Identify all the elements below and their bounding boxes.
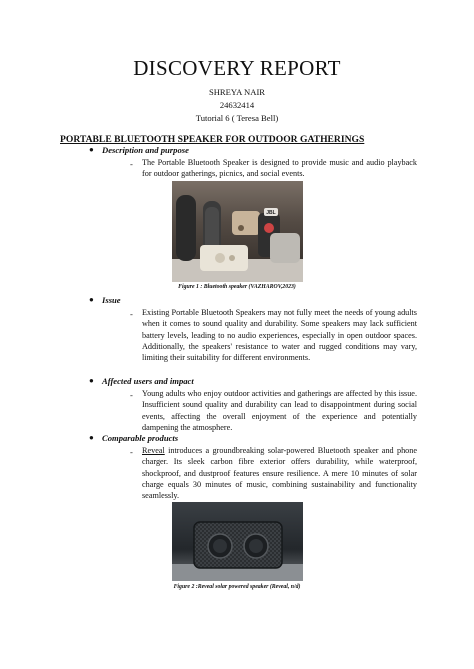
section-heading: PORTABLE BLUETOOTH SPEAKER FOR OUTDOOR GATHERINGS [60,134,365,145]
figure-2-caption: Figure 2 :Reveal solar powered speaker (Reveal, n/d) [173,584,301,590]
dash-icon: - [130,390,133,400]
bluetooth-speakers-illustration [172,181,303,282]
bullet-label: Comparable products [102,433,179,443]
description-text: The Portable Bluetooth Speaker is designed to provide music and audio playback for outdoor gatherings, picnics, and social events. [142,158,417,179]
affected-users-text: Young adults who enjoy outdoor activities and gatherings are affected by this issue. Insufficient sound quality and durability can lead to disappointment during social events, affecting the overall enjoyment of the experience and potentially dampening the atmosphere. [142,389,417,432]
jbl-logo-text: JBL [266,210,276,216]
dash-icon: - [130,447,133,457]
bullet-icon: ● [89,145,94,154]
tutorial-info: Tutorial 6 ( Teresa Bell) [195,113,279,123]
figure-1-caption: Figure 1 : Bluetooth speaker (VAZHAROV,2023) [178,284,296,290]
reveal-link[interactable]: Reveal [142,446,165,455]
bullet-icon: ● [89,376,94,385]
author-name: SHREYA NAIR [208,87,266,97]
student-id: 24632414 [219,100,255,110]
comparable-products-body: introduces a groundbreaking solar-powered Bluetooth speaker and phone charger. Its sleek carbon fibre exterior offers durability, while waterproof, shockproof, and dustproof features ensure resilience. A mere 10 minutes of solar charge equals 30 minutes of music, combining sustainability and functionality seamlessly. [142,446,417,501]
issue-text: Existing Portable Bluetooth Speakers may not fully meet the needs of young adults when it comes to sound quality and durability. Some speakers may lack sufficient battery levels, leading to no audio experiences, especially in open outdoor spaces. Additionally, the speakers' resistance to water and rugged conditions may vary, limiting their suitability for different environments. [142,308,417,363]
report-title: DISCOVERY REPORT [133,56,341,80]
bullet-label: Description and purpose [102,145,189,155]
bullet-comparable-products [89,433,179,443]
bullet-icon: ● [89,295,94,304]
dash-icon: - [130,309,133,319]
bullet-issue [89,295,121,305]
bullet-affected-users [89,376,194,386]
bullet-icon: ● [89,433,94,442]
bullet-label: Affected users and impact [102,376,194,386]
bullet-label: Issue [102,295,121,305]
figure-2-image [172,502,303,581]
comparable-products-text [142,445,417,501]
dash-icon: - [130,159,133,169]
figure-1-image [172,181,303,282]
solar-speaker-illustration [172,502,303,581]
bullet-description [89,145,189,155]
